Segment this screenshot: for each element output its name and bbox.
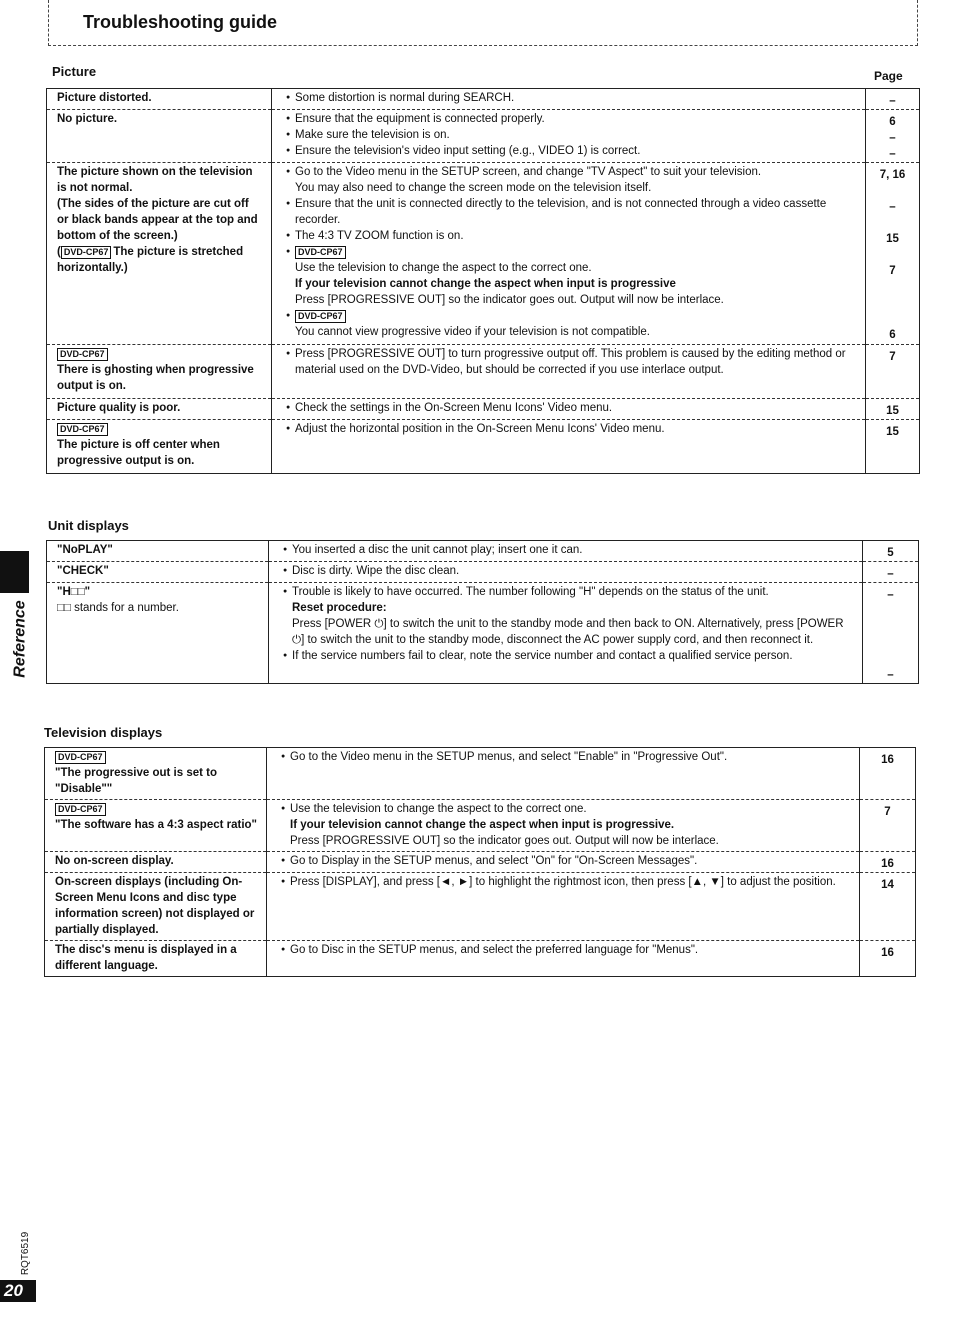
problem-text: "The progressive out is set to "Disable"" (55, 767, 218, 795)
solution-item: ● Disc is dirty. Wipe the disc clean. (283, 563, 854, 579)
solution-item: ● If the service numbers fail to clear, note the service number and contact a qualified service person. (283, 648, 854, 664)
section-title-television-displays: Television displays (44, 725, 163, 740)
solution-item: ● Ensure the television's video input setting (e.g., VIDEO 1) is correct. (286, 143, 857, 159)
problem-text: "NoPLAY" (57, 544, 113, 556)
model-badge: DVD-CP67 (295, 310, 346, 323)
sidebar-tab-marker (0, 551, 29, 593)
problem-text: On-screen displays (including On-Screen Menu Icons and disc type information screen) not displayed or partially displayed. (55, 876, 255, 936)
problem-text: □□ stands for a number. (57, 602, 179, 614)
page-ref: 16 (881, 754, 894, 766)
solution-item: ● Go to the Video menu in the SETUP menus, and select "Enable" in "Progressive Out". (281, 749, 851, 765)
page-number: 20 (0, 1280, 36, 1302)
problem-text: There is ghosting when progressive output is on. (57, 364, 254, 392)
table-row (47, 541, 919, 562)
problem-text: The picture is stretched horizontally.) (57, 246, 244, 274)
page-ref: 5 (887, 547, 894, 559)
table-row (47, 89, 920, 110)
solution-note: If your television cannot change the aspect when input is progressive. (290, 819, 675, 831)
page-ref: – (887, 669, 894, 681)
page-title: Troubleshooting guide (83, 12, 277, 32)
problem-text: Picture quality is poor. (57, 402, 181, 414)
solution-note: If your television cannot change the aspect when input is progressive (295, 278, 676, 290)
solution-item: ● Press [PROGRESSIVE OUT] to turn progressive output off. This problem is caused by the editing method or material used on the DVD-Video, but should be corrected if you use interlace output. (286, 346, 857, 378)
solution-item: ● Ensure that the unit is connected directly to the television, and is not connected through a video cassette recorder. (286, 196, 857, 228)
page-ref: 6 (889, 329, 896, 341)
page-ref: – (889, 201, 896, 213)
table-row (47, 583, 919, 684)
problem-text: (The sides of the picture are cut off or black bands appear at the top and bottom of the screen.) (57, 198, 258, 242)
page-ref: 16 (881, 947, 894, 959)
page-ref: 7 (889, 351, 896, 363)
solution-item: ● Some distortion is normal during SEARCH. (286, 90, 857, 106)
page-ref: 15 (886, 405, 899, 417)
page-ref: 7, 16 (879, 169, 906, 181)
problem-text: ( (57, 246, 61, 258)
table-row (47, 345, 920, 399)
page-ref: 14 (881, 879, 894, 891)
solution-item: ● Make sure the television is on. (286, 127, 857, 143)
table-row (47, 110, 920, 163)
model-badge: DVD-CP67 (57, 348, 108, 361)
problem-text: "CHECK" (57, 565, 109, 577)
solution-item-model (286, 244, 857, 260)
solution-item: ● Use the television to change the aspect to the correct one. (281, 801, 851, 817)
page-ref: – (887, 589, 894, 601)
problem-text: "H□□" (57, 586, 91, 598)
section-title-picture: Picture (52, 64, 97, 79)
problem-text: The picture is off center when progressive output is on. (57, 439, 220, 467)
television-displays-table (44, 747, 916, 977)
problem-text: "The software has a 4:3 aspect ratio" (55, 819, 258, 831)
solution-note: Press [POWER ⏻] to switch the unit to the standby mode and then back to ON. Alternatively, press [POWER ⏻] to switch the unit to the standby mode, disconnect the AC power supply cord, and then reconnect it. (292, 618, 844, 646)
solution-note: You may also need to change the screen mode on the television itself. (295, 182, 652, 194)
solution-item: ● Check the settings in the On-Screen Menu Icons' Video menu. (286, 400, 857, 416)
table-row (47, 562, 919, 583)
picture-table (46, 88, 920, 474)
page-ref: 15 (886, 426, 899, 438)
problem-text: The picture shown on the television is not normal. (57, 166, 253, 194)
table-row (45, 941, 916, 977)
solution-item: ● Ensure that the equipment is connected properly. (286, 111, 857, 127)
solution-note: You cannot view progressive video if your television is not compatible. (295, 326, 650, 338)
page-ref: – (889, 132, 896, 144)
unit-displays-table (46, 540, 919, 684)
side-label: Reference (11, 600, 29, 678)
model-badge: DVD-CP67 (61, 246, 112, 259)
solution-note: Press [PROGRESSIVE OUT] so the indicator goes out. Output will now be interlace. (290, 835, 719, 847)
problem-text: No picture. (57, 113, 118, 125)
model-badge: DVD-CP67 (295, 246, 346, 259)
solution-item: ● You inserted a disc the unit cannot play; insert one it can. (283, 542, 854, 558)
problem-text: The disc's menu is displayed in a different language. (55, 944, 237, 972)
page-ref: 7 (889, 265, 896, 277)
table-row (47, 420, 920, 474)
page-ref: – (887, 568, 894, 580)
document-code: RQT6519 (20, 1231, 32, 1276)
solution-item-model (286, 308, 857, 324)
page-ref: 15 (886, 233, 899, 245)
section-title-unit-displays: Unit displays (48, 518, 129, 533)
solution-note: Reset procedure: (292, 602, 387, 614)
page-ref: – (889, 95, 896, 107)
table-row (47, 163, 920, 345)
solution-item: ● Go to Disc in the SETUP menus, and select the preferred language for "Menus". (281, 942, 851, 958)
page-ref: 7 (884, 806, 891, 818)
model-badge: DVD-CP67 (57, 423, 108, 436)
problem-text: Picture distorted. (57, 92, 152, 104)
page-ref: 6 (889, 116, 896, 128)
table-row (45, 800, 916, 852)
page-column-header: Page (874, 69, 903, 83)
table-row (45, 873, 916, 941)
page-ref: 16 (881, 858, 894, 870)
model-badge: DVD-CP67 (55, 751, 106, 764)
table-row (45, 852, 916, 873)
solution-item: ● Trouble is likely to have occurred. The number following "H" depends on the status of the unit. (283, 584, 854, 600)
solution-note: Press [PROGRESSIVE OUT] so the indicator goes out. Output will now be interlace. (295, 294, 724, 306)
solution-item: ● Go to the Video menu in the SETUP screen, and change "TV Aspect" to suit your television. (286, 164, 857, 180)
solution-item: ● The 4:3 TV ZOOM function is on. (286, 228, 857, 244)
solution-note: Use the television to change the aspect to the correct one. (295, 262, 592, 274)
problem-text: No on-screen display. (55, 855, 174, 867)
table-row (47, 399, 920, 420)
solution-item: ● Go to Display in the SETUP menus, and select "On" for "On-Screen Messages". (281, 853, 851, 869)
model-badge: DVD-CP67 (55, 803, 106, 816)
page-ref: – (889, 148, 896, 160)
solution-item: ● Press [DISPLAY], and press [◄, ►] to highlight the rightmost icon, then press [▲, ▼] to adjust the position. (281, 874, 851, 890)
solution-item: ● Adjust the horizontal position in the On-Screen Menu Icons' Video menu. (286, 421, 857, 437)
table-row (45, 748, 916, 800)
